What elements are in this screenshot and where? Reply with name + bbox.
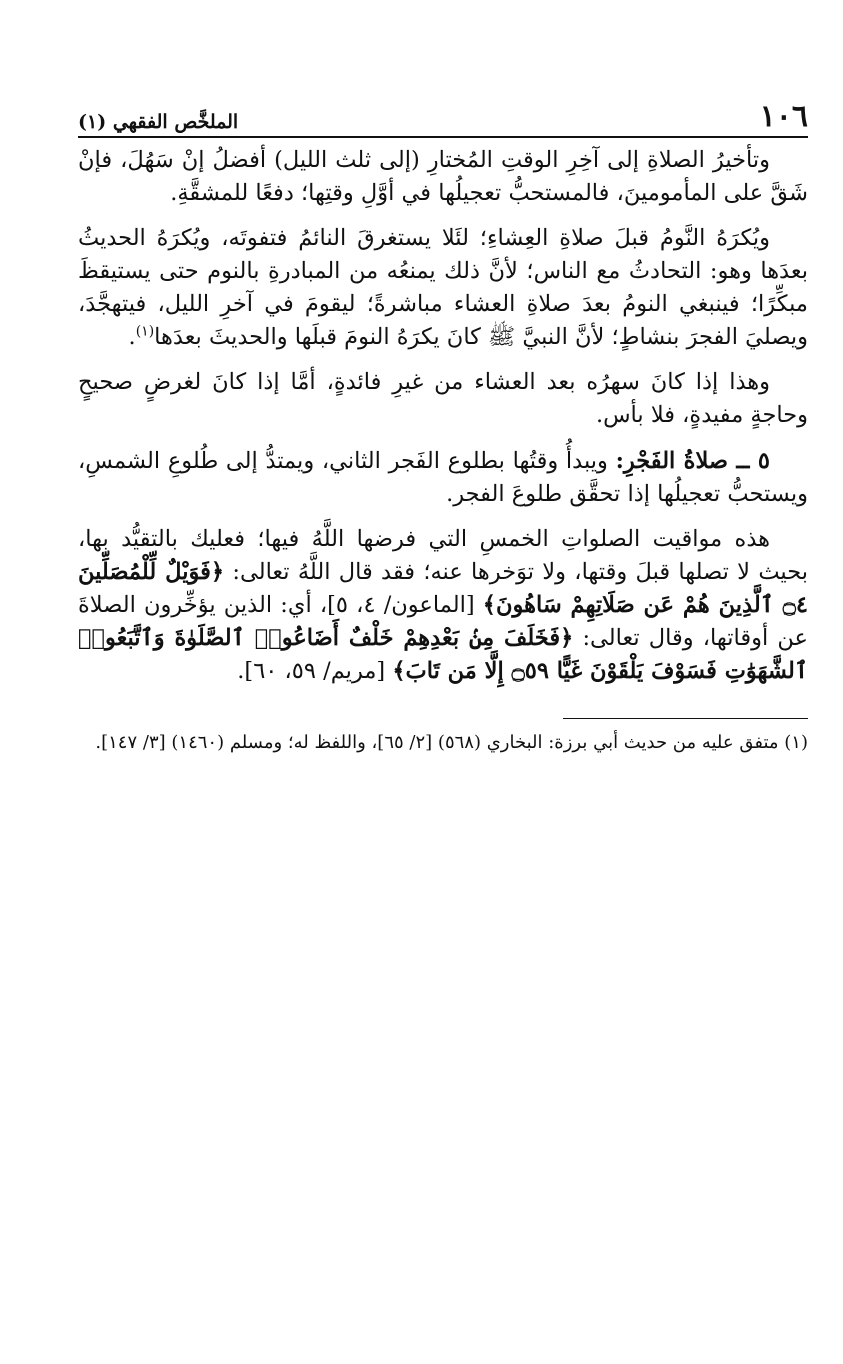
page-body: [78, 144, 808, 688]
paragraph-delay-isha: [78, 144, 808, 210]
paragraph-tail: .: [128, 324, 136, 351]
footnote-1: (١) متفق عليه من حديث أبي برزة: البخاري (٥٦٨) [٢/ ٦٥]، واللفظ له؛ ومسلم (١٤٦٠) [٣/ ١٤٧].: [95, 731, 808, 753]
footnote-separator: [563, 718, 808, 719]
paragraph-text: [مريم/ ٥٩، ٦٠].: [237, 657, 393, 684]
book-page: [78, 92, 808, 757]
paragraph-text: وتأخيرُ الصلاةِ إلى آخِرِ الوقتِ المُختارِ (إلى ثلث الليل) أفضلُ إنْ سَهُلَ، فإنْ شَقَّ على المأمومينَ، فالمستحبُّ تعجيلُها في أوَّلِ وقتِها؛ دفعًا للمشقَّةِ.: [78, 147, 808, 207]
paragraph-sleep-before-isha: [78, 222, 808, 354]
paragraph-text: وهذا إذا كانَ سهرُه بعد العشاء من غيرِ فائدةٍ، أمَّا إذا كانَ لغرضٍ صحيحٍ وحاجةٍ مفيدةٍ، فلا بأس.: [78, 369, 808, 429]
running-title: الملخَّص الفقهي (١): [78, 111, 239, 133]
paragraph-staying-up: [78, 366, 808, 432]
section-heading-fajr: ٥ ــ صلاةُ الفَجْرِ:: [615, 447, 770, 474]
paragraph-prayer-times-summary: [78, 523, 808, 688]
page-header: [78, 92, 808, 138]
paragraph-text: ويبدأُ وقتُها بطلوع الفَجر الثاني، ويمتدُّ إلى طُلوعِ الشمسِ، ويستحبُّ تعجيلُها إذا تحقَّق طلوعَ الفجر.: [78, 447, 808, 507]
paragraph-text: [الماعون/ ٤، ٥]، أي: الذين يؤخِّرون الصلاةَ عن أوقاتها، وقال تعالى:: [78, 591, 808, 651]
paragraph-text: ويُكرَهُ النَّومُ قبلَ صلاةِ العِشاءِ؛ لئَلا يستغرقَ النائمُ فتفوتَه، ويُكرَهُ الحديثُ بعدَها وهو: التحادثُ مع الناس؛ لأنَّ ذلك يمنعُه من المبادرةِ بالنوم حتى يستيقظَ مبكِّرًا؛ فينبغي النومُ بعدَ صلاةِ العشاء مباشرةً؛ ليقومَ في آخرِ الليل، فيتهجَّدَ، ويصليَ الفجرَ بنشاطٍ؛ لأنَّ النبيَّ ﷺ كانَ يكرَهُ النومَ قبلَها والحديثَ بعدَها: [78, 225, 808, 351]
footnote-reference: (١): [135, 323, 155, 340]
quran-verse-maun: ﴿فَوَيْلٌ لِّلْمُصَلِّينَ ۝٤ ٱلَّذِينَ هُمْ عَن صَلَاتِهِمْ سَاهُونَ﴾: [78, 558, 808, 618]
quran-verse-maryam: ﴿فَخَلَفَ مِنۢ بَعْدِهِمْ خَلْفٌ أَضَاعُوا۟ ٱلصَّلَوٰةَ وَٱتَّبَعُوا۟ ٱلشَّهَوَٰتِ فَسَوْفَ يَلْقَوْنَ غَيًّا ۝٥٩ إِلَّا مَن تَابَ﴾: [78, 624, 808, 684]
paragraph-fajr: [78, 445, 808, 511]
page-number: ١٠٦: [759, 99, 808, 134]
paragraph-text: هذه مواقيت الصلواتِ الخمسِ التي فرضها اللَّهُ فيها؛ فعليك بالتقيُّد بها، بحيث لا تصلها قبلَ وقتها، ولا توَخرها عنه؛ فقد قال اللَّهُ تعالى:: [78, 525, 808, 585]
